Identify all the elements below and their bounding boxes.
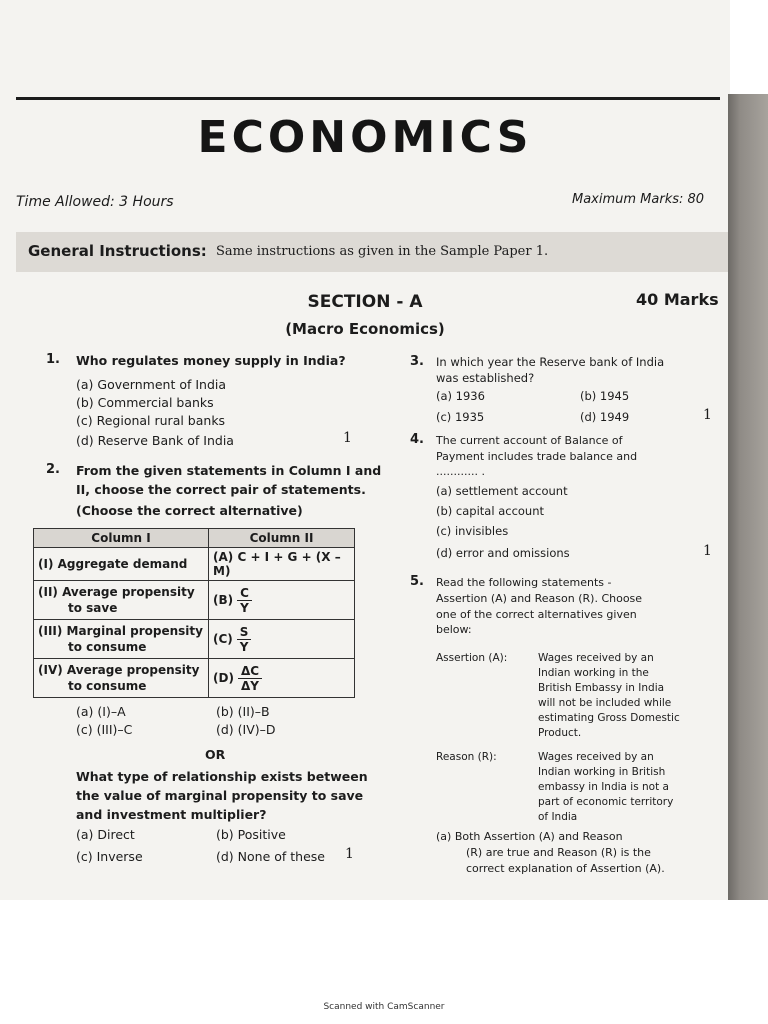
q1-option: (a) Government of India	[76, 377, 227, 392]
assertion-line: British Embassy in India	[538, 682, 665, 694]
cell-line: (IV) Average propensity	[38, 663, 200, 677]
q2-alt-option: (c) Inverse	[76, 849, 143, 864]
reason-line: part of economic territory	[538, 796, 674, 808]
q2-option: (d) (IV)–D	[216, 722, 276, 737]
book-spine-shadow	[728, 94, 768, 900]
section-marks: 40 Marks	[636, 290, 719, 309]
table-header-row	[34, 529, 355, 548]
q1-mark: 1	[343, 430, 352, 446]
numerator: S	[237, 625, 252, 640]
cell-line: to consume	[68, 679, 147, 693]
reason-line: embassy in India is not a	[538, 781, 669, 793]
option-letter: (A)	[213, 550, 234, 564]
assertion-line: Wages received by an	[538, 652, 654, 664]
q2-alt-option: (a) Direct	[76, 827, 135, 842]
q1-number: 1.	[46, 352, 60, 367]
q3-text-line: was established?	[436, 371, 535, 385]
q5-text-line: one of the correct alternatives given	[436, 608, 637, 621]
reason-line: Indian working in British	[538, 766, 666, 778]
q3-option: (d) 1949	[580, 410, 630, 424]
q3-option: (c) 1935	[436, 410, 485, 424]
cell-line: (II) Average propensity	[38, 585, 195, 599]
q4-text-line: Payment includes trade balance and	[436, 450, 638, 463]
q4-text-line: The current account of Balance of	[436, 434, 623, 447]
table-cell	[34, 620, 209, 659]
table-cell	[34, 659, 209, 698]
time-allowed: Time Allowed: 3 Hours	[16, 194, 174, 210]
header-rule	[16, 97, 720, 100]
table-cell: (I) Aggregate demand	[34, 548, 209, 581]
fraction	[237, 625, 252, 654]
q2-mark: 1	[345, 846, 354, 862]
denominator: Y	[239, 639, 249, 654]
q2-number: 2.	[46, 462, 60, 477]
general-instructions-text: Same instructions as given in the Sample Paper 1.	[216, 244, 549, 259]
numerator: C	[237, 586, 252, 601]
q3-mark: 1	[703, 407, 712, 423]
q4-option: (c) invisibles	[436, 524, 509, 538]
option-letter: (B)	[213, 592, 234, 607]
match-table	[33, 528, 355, 698]
q2-text-line: II, choose the correct pair of statements.	[76, 482, 366, 497]
scanner-watermark: Scanned with CamScanner	[323, 1002, 445, 1012]
assertion-line: will not be included while	[538, 697, 672, 709]
q1-option: (c) Regional rural banks	[76, 413, 226, 428]
cell-line: (III) Marginal propensity	[38, 624, 203, 638]
or-label: OR	[205, 747, 226, 762]
option-letter: (D)	[213, 670, 234, 685]
q2-text-line: (Choose the correct alternative)	[76, 503, 303, 518]
q4-option: (d) error and omissions	[436, 546, 570, 560]
q2-text-line: From the given statements in Column I and	[76, 463, 382, 478]
table-row	[34, 581, 355, 620]
q5-option-a-line: (a) Both Assertion (A) and Reason	[436, 830, 623, 843]
denominator: ΔY	[240, 678, 259, 693]
q5-number: 5.	[410, 574, 424, 589]
table-row	[34, 620, 355, 659]
table-cell	[209, 620, 355, 659]
section-title: SECTION - A	[307, 292, 423, 312]
table-row	[34, 548, 355, 581]
table-cell	[209, 659, 355, 698]
general-instructions-bar	[16, 232, 728, 272]
option-letter: (C)	[213, 631, 233, 646]
q2-alt-line: and investment multiplier?	[76, 807, 267, 822]
q2-option: (b) (II)–B	[216, 704, 270, 719]
table-cell	[209, 581, 355, 620]
q1-text: Who regulates money supply in India?	[76, 353, 346, 368]
q5-text-line: Read the following statements -	[436, 576, 612, 589]
q1-option: (d) Reserve Bank of India	[76, 433, 234, 448]
maximum-marks: Maximum Marks: 80	[572, 192, 705, 207]
table-cell	[209, 548, 355, 581]
reason-line: Wages received by an	[538, 751, 654, 763]
q2-alt-option: (b) Positive	[216, 827, 286, 842]
cell-line: to save	[68, 601, 118, 615]
denominator: Y	[240, 600, 249, 615]
q2-alt-option: (d) None of these	[216, 849, 325, 864]
assertion-line: Indian working in the	[538, 667, 649, 679]
q4-number: 4.	[410, 432, 424, 447]
q5-option-a-line: (R) are true and Reason (R) is the	[466, 846, 651, 859]
q3-option: (a) 1936	[436, 389, 485, 403]
formula: C + I + G + (X – M)	[213, 550, 341, 578]
q5-text-line: below:	[436, 623, 472, 636]
assertion-line: Product.	[538, 727, 582, 739]
reason-label: Reason (R):	[436, 751, 497, 763]
table-row	[34, 659, 355, 698]
q3-option: (b) 1945	[580, 389, 630, 403]
section-subtitle: (Macro Economics)	[285, 320, 445, 338]
assertion-line: estimating Gross Domestic	[538, 712, 680, 724]
q3-text-line: In which year the Reserve bank of India	[436, 355, 665, 369]
q4-option: (b) capital account	[436, 504, 545, 518]
q1-option: (b) Commercial banks	[76, 395, 214, 410]
q2-option: (c) (III)–C	[76, 722, 133, 737]
q4-mark: 1	[703, 543, 712, 559]
q2-alt-line: the value of marginal propensity to save	[76, 788, 364, 803]
q2-option: (a) (I)–A	[76, 704, 126, 719]
cell-line: to consume	[68, 640, 147, 654]
q3-number: 3.	[410, 354, 424, 369]
q5-option-a-line: correct explanation of Assertion (A).	[466, 862, 665, 875]
q5-text-line: Assertion (A) and Reason (R). Choose	[436, 592, 643, 605]
reason-line: of India	[538, 811, 578, 823]
table-header-cell: Column I	[34, 529, 209, 548]
table-header-cell: Column II	[209, 529, 355, 548]
assertion-label: Assertion (A):	[436, 652, 508, 664]
fraction	[237, 586, 252, 615]
table-cell	[34, 581, 209, 620]
q4-option: (a) settlement account	[436, 484, 568, 498]
fraction	[238, 664, 262, 693]
general-instructions-label: General Instructions:	[28, 242, 207, 260]
q2-alt-line: What type of relationship exists between	[76, 769, 368, 784]
numerator: ΔC	[238, 664, 262, 679]
page-title: ECONOMICS	[197, 112, 533, 163]
q4-blank: ............ .	[436, 465, 485, 478]
